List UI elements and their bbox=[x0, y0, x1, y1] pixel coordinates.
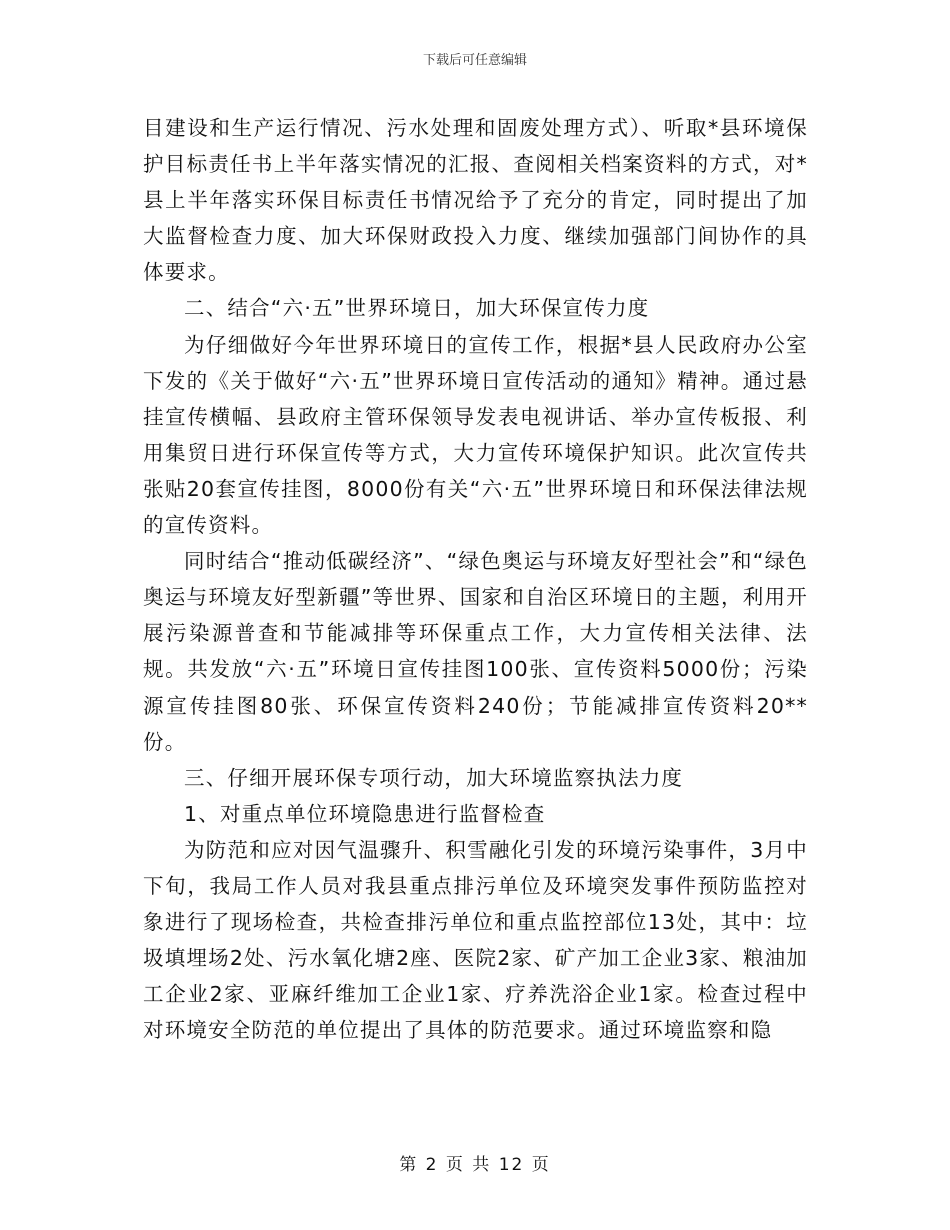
page-number-footer: 第 2 页 共 12 页 bbox=[399, 1155, 551, 1175]
paragraph: 同时结合“推动低碳经济”、“绿色奥运与环境友好型社会”和“绿色奥运与环境友好型新疆”等世界、国家和自治区环境日的主题，利用开展污染源普查和节能减排等环保重点工作，大力宣传相关法律、法规。共发放“六·五”环境日宣传挂图100张、宣传资料5000份；污染源宣传挂图80张、环保宣传资料240份；节能减排宣传资料20**份。 bbox=[143, 549, 808, 754]
document-body bbox=[143, 110, 808, 1048]
section-heading-2: 二、结合“六·五”世界环境日，加大环保宣传力度 bbox=[184, 296, 650, 321]
paragraph-continuation: 目建设和生产运行情况、污水处理和固废处理方式）、听取*县环境保护目标责任书上半年落实情况的汇报、查阅相关档案资料的方式，对*县上半年落实环保目标责任书情况给予了充分的肯定，同时提出了加大监督检查力度、加大环保财政投入力度、继续加强部门间协作的具体要求。 bbox=[143, 116, 808, 285]
paragraph: 为防范和应对因气温骤升、积雪融化引发的环境污染事件，3月中下旬，我局工作人员对我县重点排污单位及环境突发事件预防监控对象进行了现场检查，共检查排污单位和重点监控部位13处，其中：垃圾填埋场2处、污水氧化塘2座、医院2家、矿产加工企业3家、粮油加工企业2家、亚麻纤维加工企业1家、疗养洗浴企业1家。检查过程中对环境安全防范的单位提出了具体的防范要求。通过环境监察和隐 bbox=[143, 837, 808, 1043]
page-header: 下载后可任意编辑 bbox=[422, 53, 527, 68]
section-heading-3: 三、仔细开展环保专项行动，加大环境监察执法力度 bbox=[184, 765, 684, 790]
paragraph: 为仔细做好今年世界环境日的宣传工作，根据*县人民政府办公室下发的《关于做好“六·五”世界环境日宣传活动的通知》精神。通过悬挂宣传横幅、县政府主管环保领导发表电视讲话、举办宣传板报、利用集贸日进行环保宣传等方式，大力宣传环境保护知识。此次宣传共张贴20套宣传挂图，8000份有关“六·五”世界环境日和环保法律法规的宣传资料。 bbox=[143, 332, 808, 538]
subsection-heading-1: 1、对重点单位环境隐患进行监督检查 bbox=[184, 801, 546, 826]
